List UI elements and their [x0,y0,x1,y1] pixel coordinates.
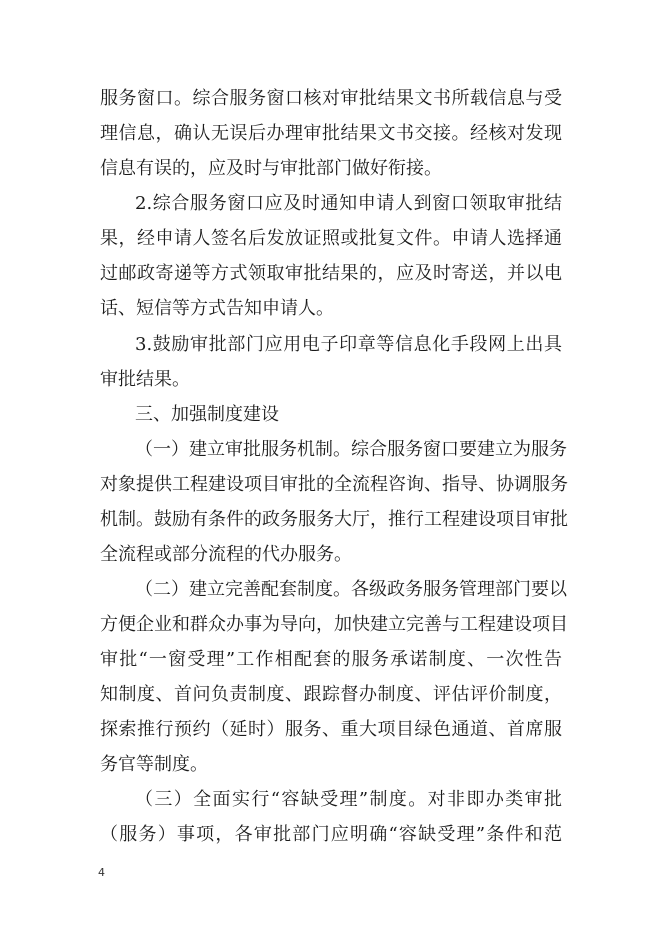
body-line-5: 果，经申请人签名后发放证照或批复文件。申请人选择通 [100,228,562,249]
body-line-15: （二）建立完善配套制度。各级政务服务管理部门要以 [135,579,567,600]
body-line-22: （服务）事项，各审批部门应明确“容缺受理”条件和范 [100,824,562,845]
body-line-4: 2.综合服务窗口应及时通知申请人到窗口领取审批结 [135,193,562,214]
body-line-3: 信息有误的，应及时与审批部门做好衔接。 [100,158,442,179]
body-line-2: 理信息，确认无误后办理审批结果文书交接。经核对发现 [100,123,562,144]
body-line-9: 审批结果。 [100,369,190,390]
body-line-13: 机制。鼓励有条件的政务服务大厅，推行工程建设项目审批 [100,509,568,530]
body-line-18: 知制度、首问负责制度、跟踪督办制度、评估评价制度， [100,684,562,705]
body-line-1: 服务窗口。综合服务窗口核对审批结果文书所载信息与受 [100,88,562,109]
body-line-19: 探索推行预约（延时）服务、重大项目绿色通道、首席服 [100,719,562,740]
body-line-20: 务官等制度。 [100,754,208,775]
body-line-16: 方便企业和群众办事为导向，加快建立完善与工程建设项目 [100,614,568,635]
body-line-7: 话、短信等方式告知申请人。 [100,298,334,319]
body-line-6: 过邮政寄递等方式领取审批结果的，应及时寄送，并以电 [100,263,562,284]
body-line-12: 对象提供工程建设项目审批的全流程咨询、指导、协调服务 [100,474,568,495]
body-line-8: 3.鼓励审批部门应用电子印章等信息化手段网上出具 [135,334,562,355]
body-line-17: 审批“一窗受理”工作相配套的服务承诺制度、一次性告 [100,649,562,670]
section-heading: 三、加强制度建设 [135,404,279,425]
body-line-21: （三）全面实行“容缺受理”制度。对非即办类审批 [135,789,562,810]
body-line-11: （一）建立审批服务机制。综合服务窗口要建立为服务 [135,439,567,460]
page-number: 4 [98,866,105,879]
body-line-14: 全流程或部分流程的代办服务。 [100,544,352,565]
